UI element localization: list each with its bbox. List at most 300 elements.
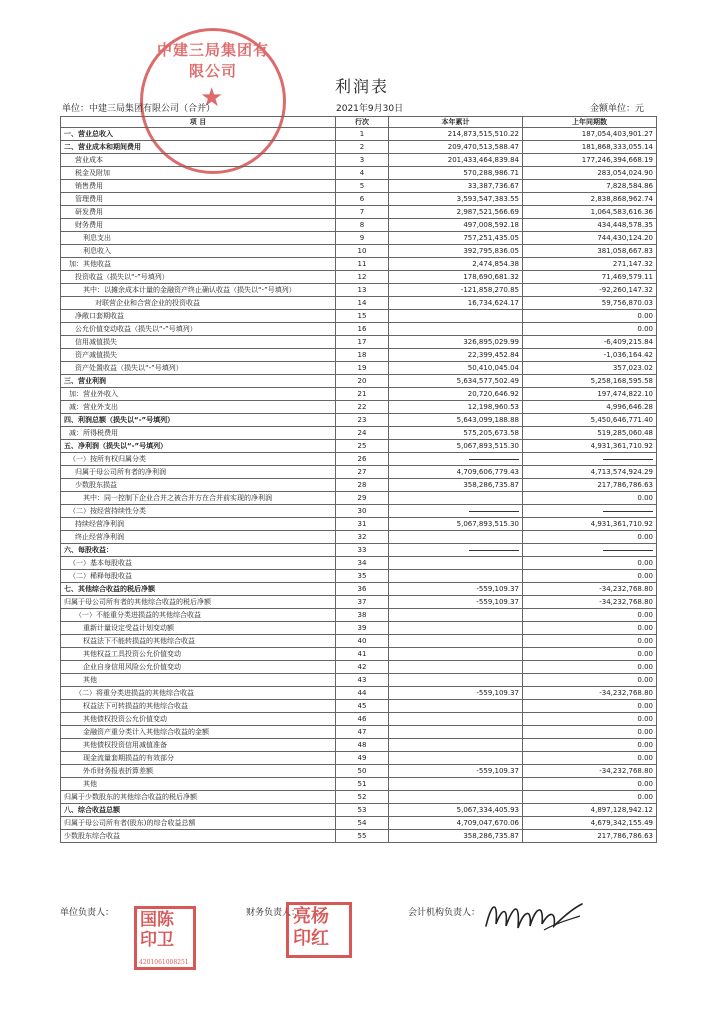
seal1-line1: 国陈 — [140, 910, 174, 930]
row-line-number: 21 — [336, 388, 389, 401]
row-current-amount — [389, 570, 523, 583]
row-line-number: 23 — [336, 414, 389, 427]
row-line-number: 38 — [336, 609, 389, 622]
dash-mark — [469, 459, 519, 460]
row-line-number: 12 — [336, 271, 389, 284]
row-previous-amount: 59,756,870.03 — [523, 297, 657, 310]
row-item: 加：营业外收入 — [61, 388, 336, 401]
row-current-amount: -559,109.37 — [389, 687, 523, 700]
row-item: 销售费用 — [61, 180, 336, 193]
table-row — [61, 180, 657, 193]
row-current-amount: 2,474,854.38 — [389, 258, 523, 271]
row-previous-amount: 519,285,060.48 — [523, 427, 657, 440]
row-current-amount — [389, 674, 523, 687]
row-previous-amount: 71,469,579.11 — [523, 271, 657, 284]
footer-accounting-head: 会计机构负责人： — [408, 908, 481, 918]
row-previous-amount: 4,931,361,710.92 — [523, 440, 657, 453]
report-date: 2021年9月30日 — [336, 104, 404, 114]
row-item: 研发费用 — [61, 206, 336, 219]
row-current-amount — [389, 557, 523, 570]
row-current-amount: -121,858,270.85 — [389, 284, 523, 297]
table-row — [61, 245, 657, 258]
row-line-number: 43 — [336, 674, 389, 687]
table-row — [61, 154, 657, 167]
row-line-number: 10 — [336, 245, 389, 258]
row-current-amount — [389, 609, 523, 622]
row-item: 五、净利润（损失以“-”号填列） — [61, 440, 336, 453]
row-previous-amount: -34,232,768.80 — [523, 583, 657, 596]
row-previous-amount: 0.00 — [523, 323, 657, 336]
table-row — [61, 141, 657, 154]
seal1-line2: 印卫 — [140, 930, 174, 950]
row-line-number: 35 — [336, 570, 389, 583]
row-item: 六、每股收益： — [61, 544, 336, 557]
row-current-amount — [389, 726, 523, 739]
table-row — [61, 687, 657, 700]
table-row — [61, 778, 657, 791]
row-item: 外币财务报表折算差额 — [61, 765, 336, 778]
row-current-amount — [389, 323, 523, 336]
row-item: 企业自身信用风险公允价值变动 — [61, 661, 336, 674]
row-line-number: 17 — [336, 336, 389, 349]
table-row — [61, 297, 657, 310]
table-row — [61, 310, 657, 323]
row-previous-amount: 0.00 — [523, 492, 657, 505]
table-row — [61, 752, 657, 765]
row-previous-amount: 217,786,786.63 — [523, 830, 657, 843]
row-previous-amount: 4,931,361,710.92 — [523, 518, 657, 531]
table-row — [61, 557, 657, 570]
row-previous-amount: 4,996,646.28 — [523, 401, 657, 414]
row-line-number: 28 — [336, 479, 389, 492]
row-line-number: 22 — [336, 401, 389, 414]
row-current-amount — [389, 492, 523, 505]
row-item: 持续经营净利润 — [61, 518, 336, 531]
row-line-number: 44 — [336, 687, 389, 700]
header-line: 行次 — [336, 117, 389, 128]
table-row — [61, 336, 657, 349]
income-statement-table — [60, 116, 657, 843]
row-line-number: 30 — [336, 505, 389, 518]
row-current-amount: 392,795,836.05 — [389, 245, 523, 258]
row-line-number: 49 — [336, 752, 389, 765]
row-item: 净敞口套期收益 — [61, 310, 336, 323]
row-item: （一）基本每股收益 — [61, 557, 336, 570]
row-item: （二）将重分类进损益的其他综合收益 — [61, 687, 336, 700]
row-current-amount: 201,433,464,839.84 — [389, 154, 523, 167]
row-line-number: 53 — [336, 804, 389, 817]
row-previous-amount: 0.00 — [523, 713, 657, 726]
row-line-number: 20 — [336, 375, 389, 388]
row-line-number: 3 — [336, 154, 389, 167]
row-previous-amount: 0.00 — [523, 622, 657, 635]
company-name: 单位：中建三局集团有限公司（合并） — [62, 104, 216, 114]
row-item: 其他债权投资信用减值准备 — [61, 739, 336, 752]
row-line-number: 29 — [336, 492, 389, 505]
row-previous-amount: 0.00 — [523, 661, 657, 674]
row-current-amount: 3,593,547,383.55 — [389, 193, 523, 206]
row-current-amount: 757,251,435.05 — [389, 232, 523, 245]
footer-finance-head: 财务负责人： — [246, 908, 301, 918]
row-item: 归属于少数股东的其他综合收益的税后净额 — [61, 791, 336, 804]
row-line-number: 11 — [336, 258, 389, 271]
row-current-amount — [389, 622, 523, 635]
table-row — [61, 206, 657, 219]
table-row — [61, 505, 657, 518]
row-current-amount: 12,198,960.53 — [389, 401, 523, 414]
row-item: 财务费用 — [61, 219, 336, 232]
row-previous-amount: 197,474,822.10 — [523, 388, 657, 401]
row-previous-amount: 0.00 — [523, 570, 657, 583]
row-item: 金融资产重分类计入其他综合收益的金额 — [61, 726, 336, 739]
row-current-amount: -559,109.37 — [389, 583, 523, 596]
dash-mark — [603, 459, 653, 460]
footer-unit-head: 单位负责人： — [60, 908, 115, 918]
row-line-number: 45 — [336, 700, 389, 713]
row-current-amount: 4,709,606,779.43 — [389, 466, 523, 479]
row-item: （一）按所有权归属分类 — [61, 453, 336, 466]
row-item: 少数股东综合收益 — [61, 830, 336, 843]
row-line-number: 8 — [336, 219, 389, 232]
row-current-amount: 5,643,099,188.88 — [389, 414, 523, 427]
row-line-number: 18 — [336, 349, 389, 362]
dash-mark — [603, 550, 653, 551]
row-current-amount: 33,387,736.67 — [389, 180, 523, 193]
row-line-number: 5 — [336, 180, 389, 193]
row-line-number: 32 — [336, 531, 389, 544]
row-line-number: 50 — [336, 765, 389, 778]
row-current-amount: 5,067,334,405.93 — [389, 804, 523, 817]
dash-mark — [469, 550, 519, 551]
row-line-number: 33 — [336, 544, 389, 557]
row-item: 营业成本 — [61, 154, 336, 167]
row-previous-amount: 357,023.02 — [523, 362, 657, 375]
row-line-number: 25 — [336, 440, 389, 453]
personal-seal-1 — [134, 906, 196, 970]
row-line-number: 36 — [336, 583, 389, 596]
row-current-amount: -559,109.37 — [389, 765, 523, 778]
row-previous-amount: 5,450,646,771.40 — [523, 414, 657, 427]
row-current-amount — [389, 661, 523, 674]
row-previous-amount: 0.00 — [523, 648, 657, 661]
row-line-number: 15 — [336, 310, 389, 323]
table-row — [61, 492, 657, 505]
row-current-amount: 358,286,735.87 — [389, 830, 523, 843]
row-previous-amount: 0.00 — [523, 310, 657, 323]
row-item: 终止经营净利润 — [61, 531, 336, 544]
row-current-amount — [389, 700, 523, 713]
row-line-number: 34 — [336, 557, 389, 570]
row-item: 二、营业成本和期间费用 — [61, 141, 336, 154]
row-previous-amount: 0.00 — [523, 557, 657, 570]
row-current-amount: 358,286,735.87 — [389, 479, 523, 492]
table-row — [61, 804, 657, 817]
row-line-number: 52 — [336, 791, 389, 804]
table-row — [61, 128, 657, 141]
row-line-number: 14 — [336, 297, 389, 310]
row-line-number: 13 — [336, 284, 389, 297]
table-row — [61, 453, 657, 466]
row-line-number: 55 — [336, 830, 389, 843]
table-row — [61, 531, 657, 544]
table-row — [61, 570, 657, 583]
row-line-number: 26 — [336, 453, 389, 466]
row-item: 其他权益工具投资公允价值变动 — [61, 648, 336, 661]
table-row — [61, 167, 657, 180]
row-previous-amount — [523, 453, 657, 466]
table-row — [61, 284, 657, 297]
row-current-amount: 22,399,452.84 — [389, 349, 523, 362]
row-item: 现金流量套期损益的有效部分 — [61, 752, 336, 765]
row-current-amount — [389, 739, 523, 752]
row-item: 减：营业外支出 — [61, 401, 336, 414]
row-previous-amount: 0.00 — [523, 700, 657, 713]
header-previous: 上年同期数 — [523, 117, 657, 128]
row-current-amount — [389, 531, 523, 544]
row-previous-amount: -34,232,768.80 — [523, 687, 657, 700]
row-item: 减：所得税费用 — [61, 427, 336, 440]
row-previous-amount: 7,828,584.86 — [523, 180, 657, 193]
row-item: 资产减值损失 — [61, 349, 336, 362]
table-row — [61, 661, 657, 674]
row-item: 权益法下不能转损益的其他综合收益 — [61, 635, 336, 648]
row-current-amount: 20,720,646.92 — [389, 388, 523, 401]
row-current-amount: 2,987,521,566.69 — [389, 206, 523, 219]
row-item: 七、其他综合收益的税后净额 — [61, 583, 336, 596]
star-icon: ★ — [200, 83, 224, 113]
row-previous-amount: 271,147.32 — [523, 258, 657, 271]
row-current-amount — [389, 778, 523, 791]
header-current: 本年累计 — [389, 117, 523, 128]
row-item: 其他债权投资公允价值变动 — [61, 713, 336, 726]
row-current-amount — [389, 635, 523, 648]
table-row — [61, 518, 657, 531]
row-current-amount: 4,709,047,670.06 — [389, 817, 523, 830]
row-previous-amount: 4,713,574,924.29 — [523, 466, 657, 479]
currency-unit: 金额单位：元 — [590, 104, 645, 114]
row-current-amount: 326,895,029.99 — [389, 336, 523, 349]
table-row — [61, 583, 657, 596]
company-seal-text: 中建三局集团有限公司 — [156, 41, 269, 80]
table-row — [61, 258, 657, 271]
row-previous-amount: 744,430,124.20 — [523, 232, 657, 245]
handwritten-signature — [484, 896, 584, 936]
table-row — [61, 791, 657, 804]
row-item: 三、营业利润 — [61, 375, 336, 388]
row-current-amount: 214,873,515,510.22 — [389, 128, 523, 141]
row-item: 利息支出 — [61, 232, 336, 245]
row-item: 权益法下可转损益的其他综合收益 — [61, 700, 336, 713]
table-row — [61, 817, 657, 830]
row-previous-amount: 0.00 — [523, 674, 657, 687]
row-current-amount — [389, 648, 523, 661]
table-row — [61, 700, 657, 713]
row-current-amount — [389, 791, 523, 804]
row-line-number: 7 — [336, 206, 389, 219]
table-row — [61, 609, 657, 622]
row-current-amount: -559,109.37 — [389, 596, 523, 609]
row-line-number: 47 — [336, 726, 389, 739]
table-row — [61, 830, 657, 843]
row-item: （一）不能重分类进损益的其他综合收益 — [61, 609, 336, 622]
row-line-number: 4 — [336, 167, 389, 180]
table-row — [61, 271, 657, 284]
row-item: 重新计量设定受益计划变动额 — [61, 622, 336, 635]
table-row — [61, 193, 657, 206]
personal-seal-2 — [286, 902, 352, 958]
row-previous-amount: 0.00 — [523, 635, 657, 648]
row-current-amount — [389, 505, 523, 518]
row-line-number: 9 — [336, 232, 389, 245]
row-line-number: 24 — [336, 427, 389, 440]
row-line-number: 42 — [336, 661, 389, 674]
table-row — [61, 596, 657, 609]
row-current-amount: 50,410,045.04 — [389, 362, 523, 375]
table-row — [61, 479, 657, 492]
table-row — [61, 323, 657, 336]
row-previous-amount: 283,054,024.90 — [523, 167, 657, 180]
table-row — [61, 388, 657, 401]
row-previous-amount — [523, 505, 657, 518]
seal2-line2: 印红 — [293, 928, 329, 949]
row-current-amount: 16,734,624.17 — [389, 297, 523, 310]
row-current-amount: 5,067,893,515.30 — [389, 440, 523, 453]
table-row — [61, 648, 657, 661]
row-item: 归属于母公司所有者的净利润 — [61, 466, 336, 479]
table-row — [61, 440, 657, 453]
row-line-number: 1 — [336, 128, 389, 141]
row-current-amount — [389, 752, 523, 765]
row-previous-amount: 217,786,786.63 — [523, 479, 657, 492]
row-previous-amount: 177,246,394,668.19 — [523, 154, 657, 167]
dash-mark — [603, 511, 653, 512]
table-row — [61, 765, 657, 778]
row-line-number: 51 — [336, 778, 389, 791]
row-item: 四、利润总额（损失以“-”号填列） — [61, 414, 336, 427]
table-row — [61, 739, 657, 752]
row-item: 归属于母公司所有者的其他综合收益的税后净额 — [61, 596, 336, 609]
table-row — [61, 401, 657, 414]
row-current-amount — [389, 453, 523, 466]
row-previous-amount: -92,260,147.32 — [523, 284, 657, 297]
table-row — [61, 427, 657, 440]
row-current-amount: 570,288,986.71 — [389, 167, 523, 180]
row-line-number: 54 — [336, 817, 389, 830]
row-previous-amount: 0.00 — [523, 726, 657, 739]
row-current-amount — [389, 713, 523, 726]
table-row — [61, 635, 657, 648]
table-row — [61, 362, 657, 375]
row-line-number: 31 — [336, 518, 389, 531]
table-row — [61, 466, 657, 479]
row-item: 管理费用 — [61, 193, 336, 206]
row-previous-amount: -1,036,164.42 — [523, 349, 657, 362]
row-line-number: 6 — [336, 193, 389, 206]
row-current-amount — [389, 310, 523, 323]
seal1-number: 4201061008251 — [139, 959, 189, 966]
row-line-number: 41 — [336, 648, 389, 661]
seal2-line1: 亮杨 — [293, 906, 329, 927]
page-title: 利润表 — [334, 77, 389, 96]
row-previous-amount: -6,409,215.84 — [523, 336, 657, 349]
row-item: 其中：以摊余成本计量的金融资产终止确认收益（损失以“-”号填列） — [61, 284, 336, 297]
table-row — [61, 232, 657, 245]
row-current-amount: 178,690,681.32 — [389, 271, 523, 284]
row-previous-amount: 381,058,667.83 — [523, 245, 657, 258]
row-previous-amount: 0.00 — [523, 778, 657, 791]
row-current-amount: 575,205,673.58 — [389, 427, 523, 440]
row-previous-amount — [523, 544, 657, 557]
row-item: 信用减值损失 — [61, 336, 336, 349]
table-row — [61, 219, 657, 232]
table-row — [61, 622, 657, 635]
row-item: （二）按经营持续性分类 — [61, 505, 336, 518]
row-previous-amount: 0.00 — [523, 609, 657, 622]
row-previous-amount: 187,054,403,901.27 — [523, 128, 657, 141]
row-item: 公允价值变动收益（损失以“-”号填列） — [61, 323, 336, 336]
row-previous-amount: -34,232,768.80 — [523, 596, 657, 609]
table-row — [61, 349, 657, 362]
row-item: 归属于母公司所有者(股东)的综合收益总额 — [61, 817, 336, 830]
row-previous-amount: 4,679,342,155.49 — [523, 817, 657, 830]
row-line-number: 46 — [336, 713, 389, 726]
row-item: 资产处置收益（损失以“-”号填列） — [61, 362, 336, 375]
row-item: 加：其他收益 — [61, 258, 336, 271]
dash-mark — [469, 511, 519, 512]
header-item: 项 目 — [61, 117, 336, 128]
table-row — [61, 544, 657, 557]
row-current-amount: 209,470,513,588.47 — [389, 141, 523, 154]
row-previous-amount: 0.00 — [523, 739, 657, 752]
table-row — [61, 414, 657, 427]
row-previous-amount: 4,897,128,942.12 — [523, 804, 657, 817]
row-line-number: 40 — [336, 635, 389, 648]
row-item: 税金及附加 — [61, 167, 336, 180]
row-line-number: 27 — [336, 466, 389, 479]
row-previous-amount: 0.00 — [523, 531, 657, 544]
row-current-amount: 5,634,577,502.49 — [389, 375, 523, 388]
row-previous-amount: 1,064,583,616.36 — [523, 206, 657, 219]
row-previous-amount: 5,258,168,595.58 — [523, 375, 657, 388]
row-current-amount: 5,067,893,515.30 — [389, 518, 523, 531]
row-line-number: 2 — [336, 141, 389, 154]
row-item: 投资收益（损失以“-”号填列） — [61, 271, 336, 284]
row-previous-amount: 434,448,578.35 — [523, 219, 657, 232]
row-item: 八、综合收益总额 — [61, 804, 336, 817]
table-header-row — [61, 117, 657, 128]
row-line-number: 48 — [336, 739, 389, 752]
row-item: 对联营企业和合营企业的投资收益 — [61, 297, 336, 310]
row-item: 一、营业总收入 — [61, 128, 336, 141]
table-row — [61, 375, 657, 388]
row-line-number: 37 — [336, 596, 389, 609]
table-row — [61, 726, 657, 739]
row-item: 少数股东损益 — [61, 479, 336, 492]
row-previous-amount: 0.00 — [523, 752, 657, 765]
row-previous-amount: 2,838,868,962.74 — [523, 193, 657, 206]
row-current-amount: 497,008,592.18 — [389, 219, 523, 232]
row-previous-amount: 181,868,333,055.14 — [523, 141, 657, 154]
table-row — [61, 674, 657, 687]
row-line-number: 16 — [336, 323, 389, 336]
row-item: 利息收入 — [61, 245, 336, 258]
row-item: 其他 — [61, 778, 336, 791]
row-current-amount — [389, 544, 523, 557]
table-row — [61, 713, 657, 726]
row-item: 其中：同一控制下企业合并之被合并方在合并前实现的净利润 — [61, 492, 336, 505]
row-item: 其他 — [61, 674, 336, 687]
row-item: （二）稀释每股收益 — [61, 570, 336, 583]
